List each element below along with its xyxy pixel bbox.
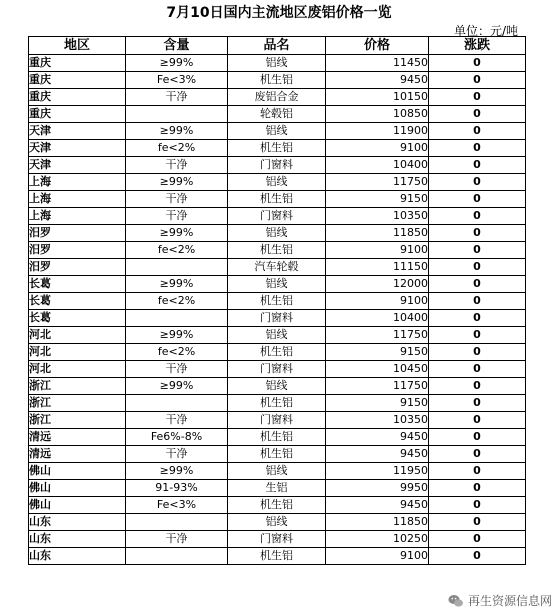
cell-name: 门窗料 [228, 361, 326, 378]
cell-name: 门窗料 [228, 157, 326, 174]
cell-region: 天津 [29, 123, 126, 140]
cell-change: 0 [429, 327, 526, 344]
cell-region: 长葛 [29, 276, 126, 293]
cell-price: 11750 [326, 327, 429, 344]
cell-content: 干净 [126, 208, 228, 225]
cell-change: 0 [429, 208, 526, 225]
cell-change: 0 [429, 412, 526, 429]
page-title: 7月10日国内主流地区废铝价格一览 [166, 5, 392, 21]
cell-content: ≥99% [126, 55, 228, 72]
cell-price: 9150 [326, 344, 429, 361]
cell-price: 10850 [326, 106, 429, 123]
cell-change: 0 [429, 480, 526, 497]
cell-region: 重庆 [29, 72, 126, 89]
table-row [29, 225, 526, 242]
cell-price: 9450 [326, 72, 429, 89]
table-row [29, 514, 526, 531]
cell-change: 0 [429, 548, 526, 565]
cell-name: 铝线 [228, 327, 326, 344]
header-change: 涨跌 [429, 37, 526, 55]
cell-content: Fe<3% [126, 497, 228, 514]
watermark-text: 再生资源信息网 [467, 594, 552, 608]
table-row [29, 89, 526, 106]
header-region: 地区 [29, 37, 126, 55]
table-row [29, 548, 526, 565]
cell-content: 干净 [126, 157, 228, 174]
cell-region: 汨罗 [29, 259, 126, 276]
cell-price: 11450 [326, 55, 429, 72]
table-row [29, 429, 526, 446]
cell-name: 生铝 [228, 480, 326, 497]
table-row [29, 463, 526, 480]
cell-price: 10400 [326, 310, 429, 327]
cell-change: 0 [429, 174, 526, 191]
table-row [29, 378, 526, 395]
cell-change: 0 [429, 89, 526, 106]
cell-change: 0 [429, 55, 526, 72]
cell-content: 干净 [126, 89, 228, 106]
cell-price: 11150 [326, 259, 429, 276]
cell-content: 干净 [126, 412, 228, 429]
cell-change: 0 [429, 106, 526, 123]
cell-price: 10400 [326, 157, 429, 174]
wechat-icon [448, 593, 464, 609]
cell-content: ≥99% [126, 174, 228, 191]
cell-content: 干净 [126, 191, 228, 208]
cell-change: 0 [429, 514, 526, 531]
cell-name: 铝线 [228, 123, 326, 140]
cell-name: 铝线 [228, 174, 326, 191]
cell-region: 清远 [29, 446, 126, 463]
cell-region: 浙江 [29, 412, 126, 429]
cell-content: 干净 [126, 531, 228, 548]
cell-content: Fe6%-8% [126, 429, 228, 446]
cell-name: 机生铝 [228, 242, 326, 259]
cell-content: fe<2% [126, 140, 228, 157]
cell-name: 门窗料 [228, 412, 326, 429]
cell-name: 废铝合金 [228, 89, 326, 106]
cell-price: 9150 [326, 191, 429, 208]
cell-content: ≥99% [126, 225, 228, 242]
cell-name: 机生铝 [228, 497, 326, 514]
header-content: 含量 [126, 37, 228, 55]
table-row [29, 344, 526, 361]
table-row [29, 157, 526, 174]
unit-label: 单位：元/吨 [453, 24, 518, 38]
cell-content: fe<2% [126, 242, 228, 259]
cell-region: 浙江 [29, 378, 126, 395]
cell-region: 山东 [29, 548, 126, 565]
cell-region: 重庆 [29, 106, 126, 123]
table-row [29, 361, 526, 378]
cell-name: 铝线 [228, 463, 326, 480]
cell-region: 河北 [29, 344, 126, 361]
cell-price: 9150 [326, 395, 429, 412]
cell-region: 汨罗 [29, 225, 126, 242]
cell-content [126, 548, 228, 565]
table-row [29, 293, 526, 310]
cell-name: 机生铝 [228, 446, 326, 463]
table-row [29, 310, 526, 327]
cell-change: 0 [429, 259, 526, 276]
cell-price: 10250 [326, 531, 429, 548]
cell-name: 机生铝 [228, 548, 326, 565]
cell-content: 91-93% [126, 480, 228, 497]
cell-region: 汨罗 [29, 242, 126, 259]
cell-region: 上海 [29, 191, 126, 208]
table-row [29, 395, 526, 412]
cell-region: 清远 [29, 429, 126, 446]
cell-change: 0 [429, 310, 526, 327]
cell-content: ≥99% [126, 378, 228, 395]
table-row [29, 531, 526, 548]
table-body [29, 55, 526, 565]
cell-change: 0 [429, 446, 526, 463]
cell-change: 0 [429, 531, 526, 548]
cell-change: 0 [429, 378, 526, 395]
cell-name: 门窗料 [228, 310, 326, 327]
table-row [29, 106, 526, 123]
table-row [29, 327, 526, 344]
table-row [29, 276, 526, 293]
cell-name: 机生铝 [228, 293, 326, 310]
cell-change: 0 [429, 157, 526, 174]
cell-name: 汽车轮毂 [228, 259, 326, 276]
cell-region: 佛山 [29, 480, 126, 497]
table-row [29, 72, 526, 89]
cell-change: 0 [429, 497, 526, 514]
table-row [29, 259, 526, 276]
cell-change: 0 [429, 276, 526, 293]
cell-change: 0 [429, 429, 526, 446]
cell-region: 浙江 [29, 395, 126, 412]
cell-content [126, 259, 228, 276]
cell-name: 铝线 [228, 378, 326, 395]
cell-name: 机生铝 [228, 191, 326, 208]
cell-price: 9100 [326, 293, 429, 310]
cell-content: ≥99% [126, 327, 228, 344]
cell-price: 9450 [326, 446, 429, 463]
cell-region: 天津 [29, 140, 126, 157]
cell-content: ≥99% [126, 123, 228, 140]
cell-price: 10150 [326, 89, 429, 106]
cell-price: 9450 [326, 429, 429, 446]
cell-content [126, 514, 228, 531]
cell-name: 机生铝 [228, 395, 326, 412]
watermark [448, 592, 552, 609]
table-row [29, 140, 526, 157]
price-table [28, 36, 526, 565]
cell-price: 10350 [326, 208, 429, 225]
cell-change: 0 [429, 242, 526, 259]
cell-region: 长葛 [29, 310, 126, 327]
cell-content: ≥99% [126, 276, 228, 293]
cell-region: 河北 [29, 361, 126, 378]
cell-price: 11900 [326, 123, 429, 140]
table-header-row [29, 37, 526, 55]
table-row [29, 412, 526, 429]
cell-price: 10450 [326, 361, 429, 378]
cell-region: 重庆 [29, 55, 126, 72]
table-row [29, 480, 526, 497]
cell-price: 11850 [326, 514, 429, 531]
cell-name: 机生铝 [228, 344, 326, 361]
cell-change: 0 [429, 293, 526, 310]
cell-price: 9950 [326, 480, 429, 497]
cell-content: Fe<3% [126, 72, 228, 89]
cell-name: 机生铝 [228, 140, 326, 157]
cell-content: 干净 [126, 361, 228, 378]
cell-price: 10350 [326, 412, 429, 429]
cell-price: 11850 [326, 225, 429, 242]
cell-name: 机生铝 [228, 72, 326, 89]
cell-content [126, 310, 228, 327]
cell-region: 山东 [29, 514, 126, 531]
cell-content: ≥99% [126, 463, 228, 480]
table-row [29, 208, 526, 225]
cell-change: 0 [429, 225, 526, 242]
cell-region: 上海 [29, 208, 126, 225]
cell-change: 0 [429, 395, 526, 412]
cell-region: 上海 [29, 174, 126, 191]
cell-price: 9100 [326, 140, 429, 157]
cell-region: 天津 [29, 157, 126, 174]
header-name: 品名 [228, 37, 326, 55]
cell-name: 门窗料 [228, 531, 326, 548]
cell-content: fe<2% [126, 293, 228, 310]
cell-name: 铝线 [228, 55, 326, 72]
cell-price: 9450 [326, 497, 429, 514]
cell-name: 轮毂铝 [228, 106, 326, 123]
table-row [29, 446, 526, 463]
cell-region: 长葛 [29, 293, 126, 310]
cell-region: 重庆 [29, 89, 126, 106]
cell-region: 佛山 [29, 463, 126, 480]
cell-name: 铝线 [228, 225, 326, 242]
cell-content [126, 395, 228, 412]
table-row [29, 191, 526, 208]
cell-content: fe<2% [126, 344, 228, 361]
cell-name: 铝线 [228, 276, 326, 293]
cell-change: 0 [429, 463, 526, 480]
table-row [29, 497, 526, 514]
cell-change: 0 [429, 72, 526, 89]
cell-change: 0 [429, 344, 526, 361]
cell-region: 河北 [29, 327, 126, 344]
cell-change: 0 [429, 191, 526, 208]
table-row [29, 123, 526, 140]
table-row [29, 55, 526, 72]
cell-content: 干净 [126, 446, 228, 463]
cell-region: 山东 [29, 531, 126, 548]
cell-change: 0 [429, 140, 526, 157]
cell-change: 0 [429, 123, 526, 140]
table-row [29, 242, 526, 259]
cell-price: 9100 [326, 242, 429, 259]
cell-price: 11750 [326, 174, 429, 191]
cell-price: 9100 [326, 548, 429, 565]
cell-content [126, 106, 228, 123]
cell-name: 机生铝 [228, 429, 326, 446]
cell-price: 12000 [326, 276, 429, 293]
header-price: 价格 [326, 37, 429, 55]
table-row [29, 174, 526, 191]
cell-region: 佛山 [29, 497, 126, 514]
cell-price: 11750 [326, 378, 429, 395]
cell-name: 门窗料 [228, 208, 326, 225]
cell-price: 11950 [326, 463, 429, 480]
cell-change: 0 [429, 361, 526, 378]
cell-name: 铝线 [228, 514, 326, 531]
